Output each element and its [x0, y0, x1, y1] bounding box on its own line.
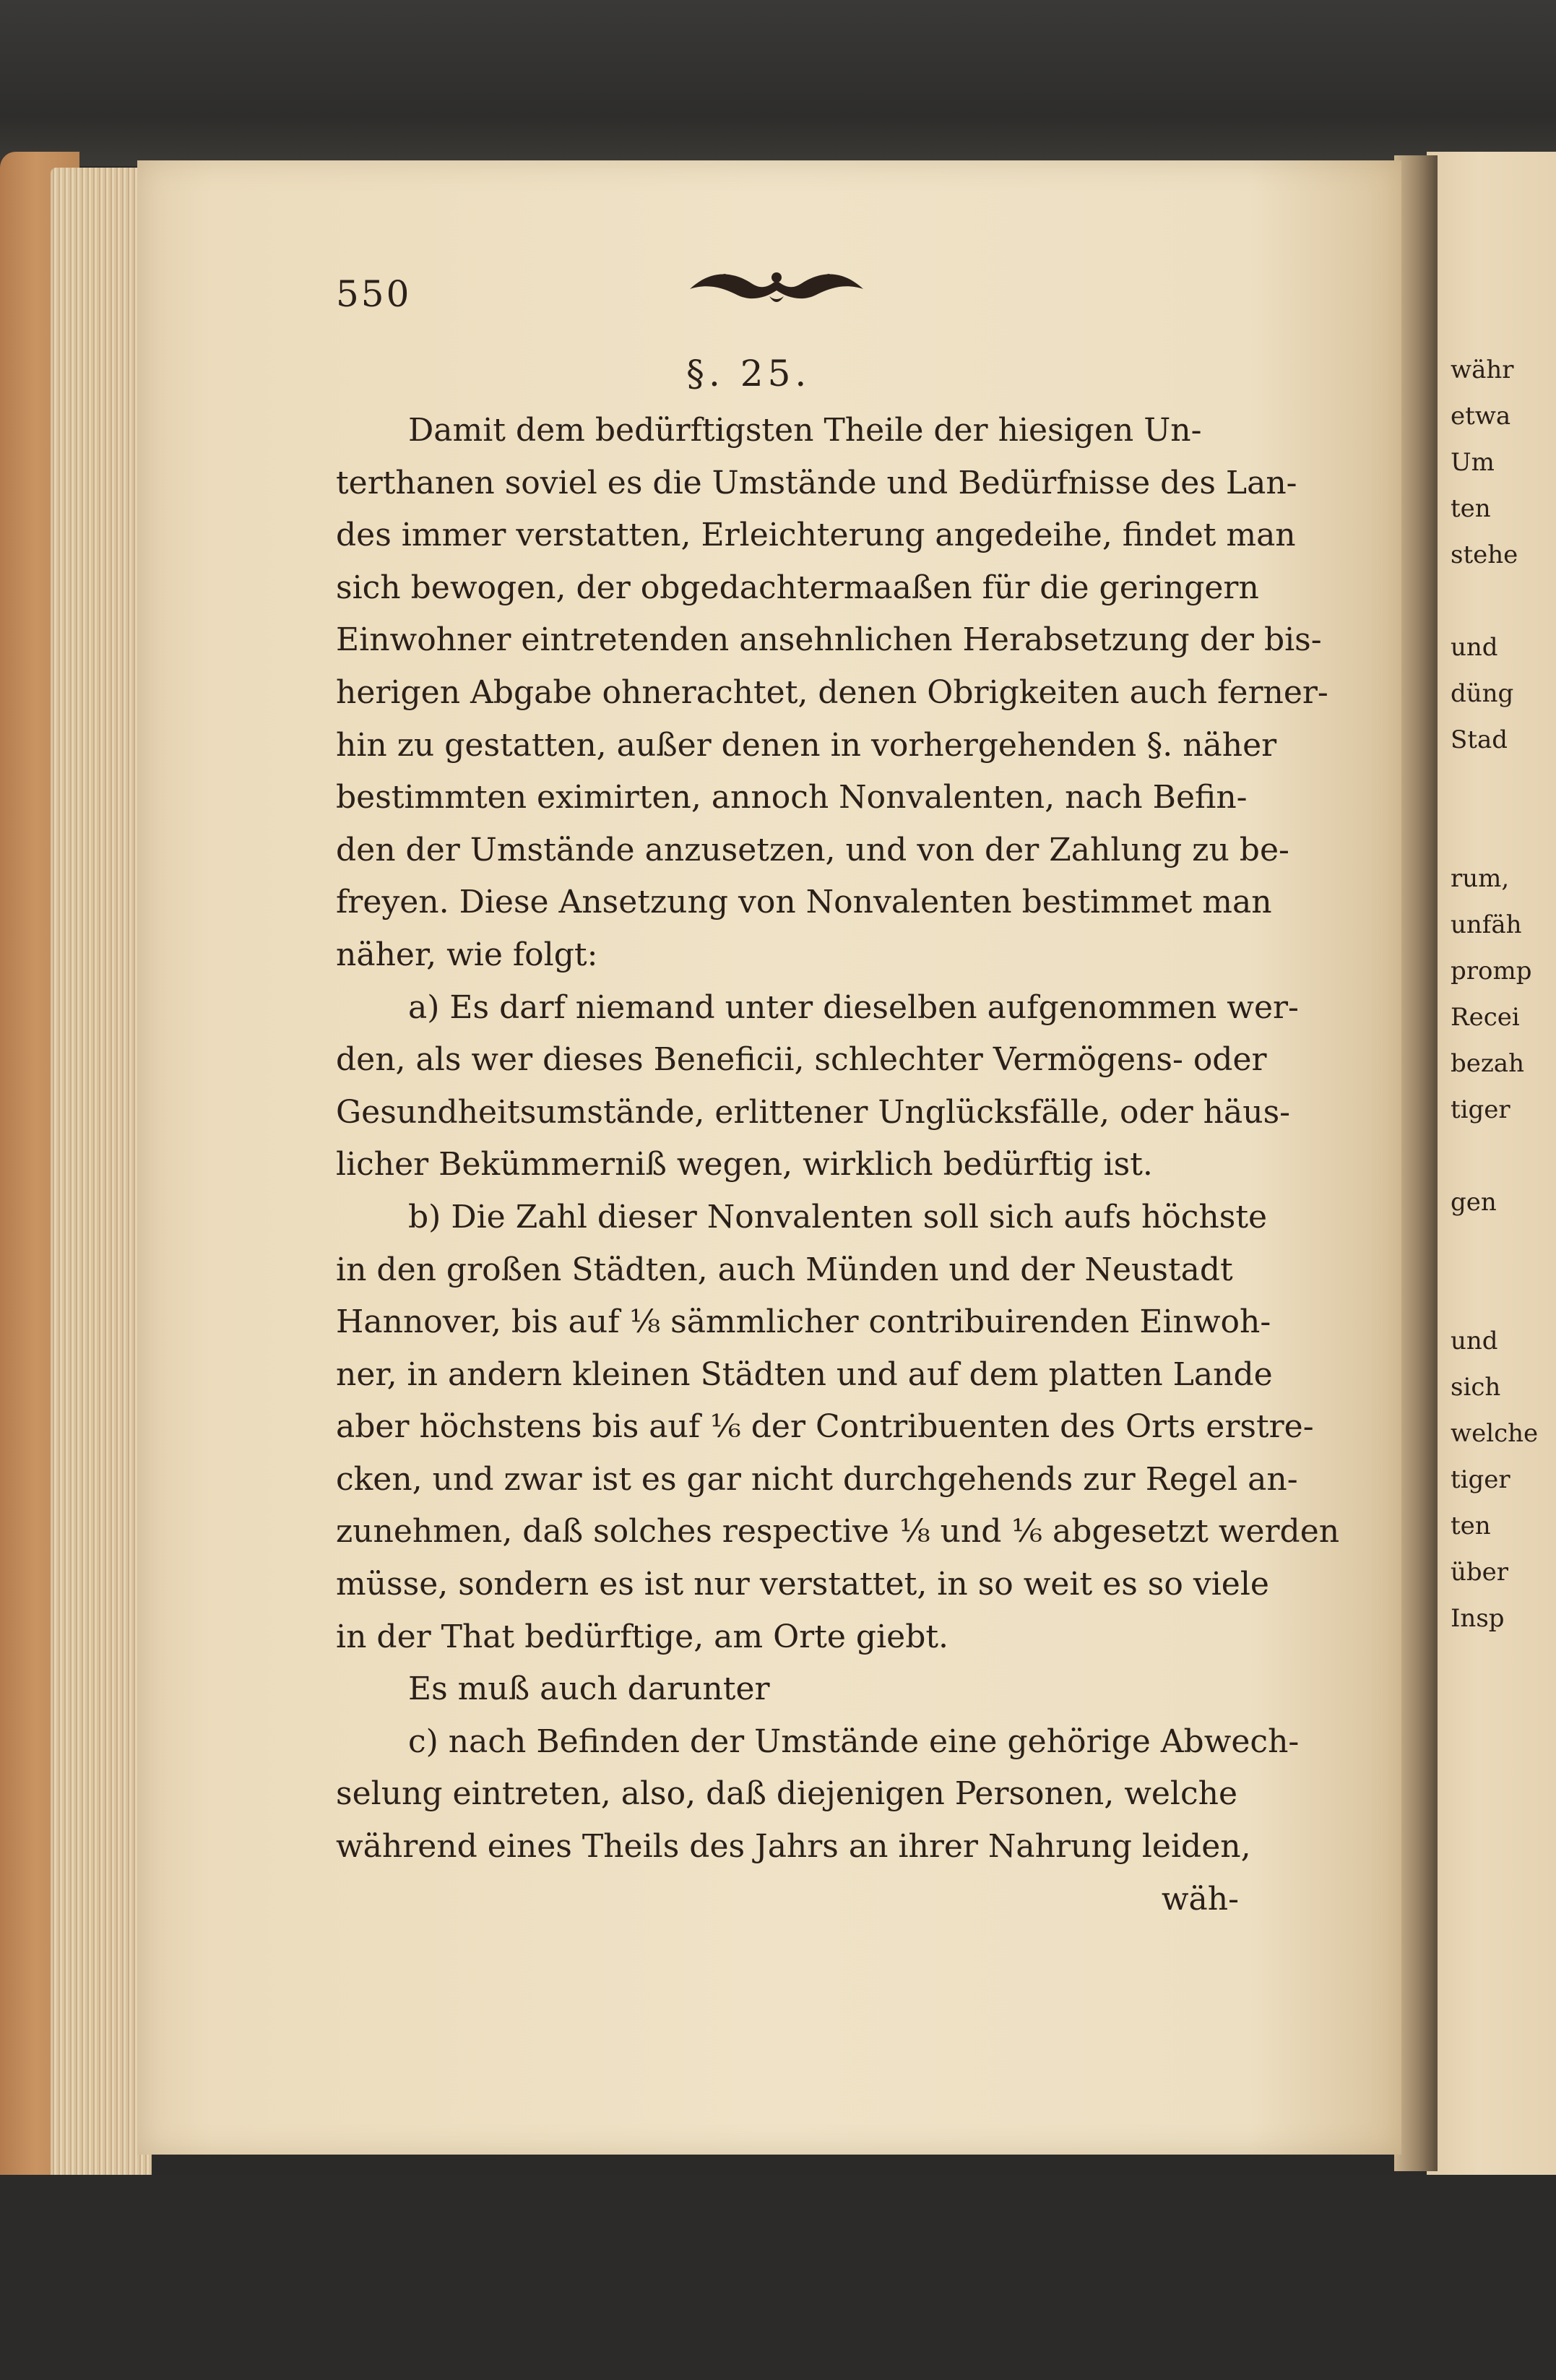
facing-page-fragment	[1451, 1225, 1552, 1272]
text-line: sich bewogen, der obgedachtermaaßen für die geringern	[336, 569, 1259, 606]
facing-page-fragment: bezah	[1451, 1049, 1524, 1078]
text-line: bestimmten eximirten, annoch Nonvalenten, nach Befin-	[336, 779, 1248, 816]
text-line: Gesundheitsumstände, erlittener Unglücksfälle, oder häus-	[336, 1093, 1291, 1131]
text-line: herigen Abgabe ohnerachtet, denen Obrigkeiten auch ferner-	[336, 673, 1328, 711]
facing-page-text	[1451, 347, 1552, 1642]
text-line: licher Bekümmerniß wegen, wirklich bedürftig ist.	[336, 1146, 1153, 1183]
text-line: ner, in andern kleinen Städten und auf dem platten Lande	[336, 1355, 1273, 1393]
text-line: b) Die Zahl dieser Nonvalenten soll sich aufs höchste	[408, 1198, 1268, 1236]
text-line: in der That bedürftige, am Orte giebt.	[336, 1618, 949, 1655]
text-line: c) nach Befinden der Umstände eine gehörige Abwech-	[408, 1723, 1300, 1760]
text-line: terthanen soviel es die Umstände und Bedürfnisse des Lan-	[336, 464, 1297, 501]
facing-page-fragment: über	[1451, 1558, 1509, 1587]
facing-page-fragment	[1451, 578, 1552, 624]
text-line: zunehmen, daß solches respective ⅛ und ⅙ abgesetzt werden	[336, 1513, 1340, 1551]
text-line: a) Es darf niemand unter dieselben aufgenommen wer-	[408, 988, 1299, 1026]
facing-page-fragment: und	[1451, 633, 1498, 662]
text-line: freyen. Diese Ansetzung von Nonvalenten bestimmet man	[336, 884, 1272, 921]
text-line: des immer verstatten, Erleichterung angedeihe, findet man	[336, 517, 1296, 554]
facing-page-fragment: tiger	[1451, 1095, 1510, 1124]
facing-page-fragment: unfäh	[1451, 910, 1522, 939]
facing-page-fragment: ten	[1451, 1512, 1491, 1540]
text-line: cken, und zwar ist es gar nicht durchgehends zur Regel an-	[336, 1460, 1298, 1498]
page-number: 550	[336, 273, 412, 315]
facing-page-fragment	[1451, 1133, 1552, 1179]
page-stack	[51, 168, 152, 2191]
facing-page-fragment: ten	[1451, 494, 1491, 523]
facing-page-fragment: Insp	[1451, 1604, 1505, 1633]
text-line: den der Umstände anzusetzen, und von der Zahlung zu be-	[336, 831, 1289, 868]
text-line: selung eintreten, also, daß diejenigen Personen, welche	[336, 1775, 1238, 1813]
text-line: Einwohner eintretenden ansehnlichen Herabsetzung der bis-	[336, 621, 1322, 659]
text-line: näher, wie folgt:	[336, 936, 598, 973]
section-heading: §. 25.	[686, 353, 811, 394]
facing-page-fragment: stehe	[1451, 540, 1518, 569]
text-line: wäh-	[1161, 1880, 1239, 1918]
facing-page-fragment: gen	[1451, 1188, 1497, 1217]
text-line: hin zu gestatten, außer denen in vorhergehenden §. näher	[336, 726, 1277, 764]
facing-page-fragment: währ	[1451, 355, 1514, 384]
text-line: Es muß auch darunter	[408, 1670, 770, 1708]
scan-background-bottom	[0, 2175, 1556, 2380]
text-line: in den großen Städten, auch Münden und der Neustadt	[336, 1251, 1233, 1288]
facing-page-fragment	[1451, 1272, 1552, 1318]
ornament-icon	[683, 262, 870, 312]
facing-page-fragment: welche	[1451, 1419, 1539, 1448]
facing-page-fragment: Stad	[1451, 725, 1508, 754]
facing-page-fragment: und	[1451, 1327, 1498, 1355]
facing-page-fragment	[1451, 763, 1552, 809]
facing-page-fragment: promp	[1451, 957, 1532, 986]
facing-page-fragment: etwa	[1451, 402, 1511, 431]
text-line: den, als wer dieses Beneficii, schlechter Vermögens- oder	[336, 1041, 1267, 1079]
text-line: während eines Theils des Jahrs an ihrer Nahrung leiden,	[336, 1828, 1251, 1866]
text-line: Damit dem bedürftigsten Theile der hiesigen Un-	[408, 412, 1202, 449]
text-line: aber höchstens bis auf ⅙ der Contribuenten des Orts erstre-	[336, 1408, 1314, 1446]
facing-page-fragment: Recei	[1451, 1003, 1520, 1032]
text-line: Hannover, bis auf ⅛ sämmlicher contribuirenden Einwoh-	[336, 1303, 1271, 1341]
facing-page-fragment: düng	[1451, 679, 1514, 708]
facing-page-fragment: rum,	[1451, 864, 1510, 893]
scan-background-top	[0, 0, 1556, 166]
facing-page-fragment: tiger	[1451, 1465, 1510, 1494]
facing-page-fragment	[1451, 809, 1552, 855]
body-text	[336, 405, 1340, 1926]
facing-page-fragment: Um	[1451, 448, 1495, 477]
text-line: müsse, sondern es ist nur verstattet, in so weit es so viele	[336, 1566, 1269, 1603]
facing-page-fragment: sich	[1451, 1373, 1501, 1402]
